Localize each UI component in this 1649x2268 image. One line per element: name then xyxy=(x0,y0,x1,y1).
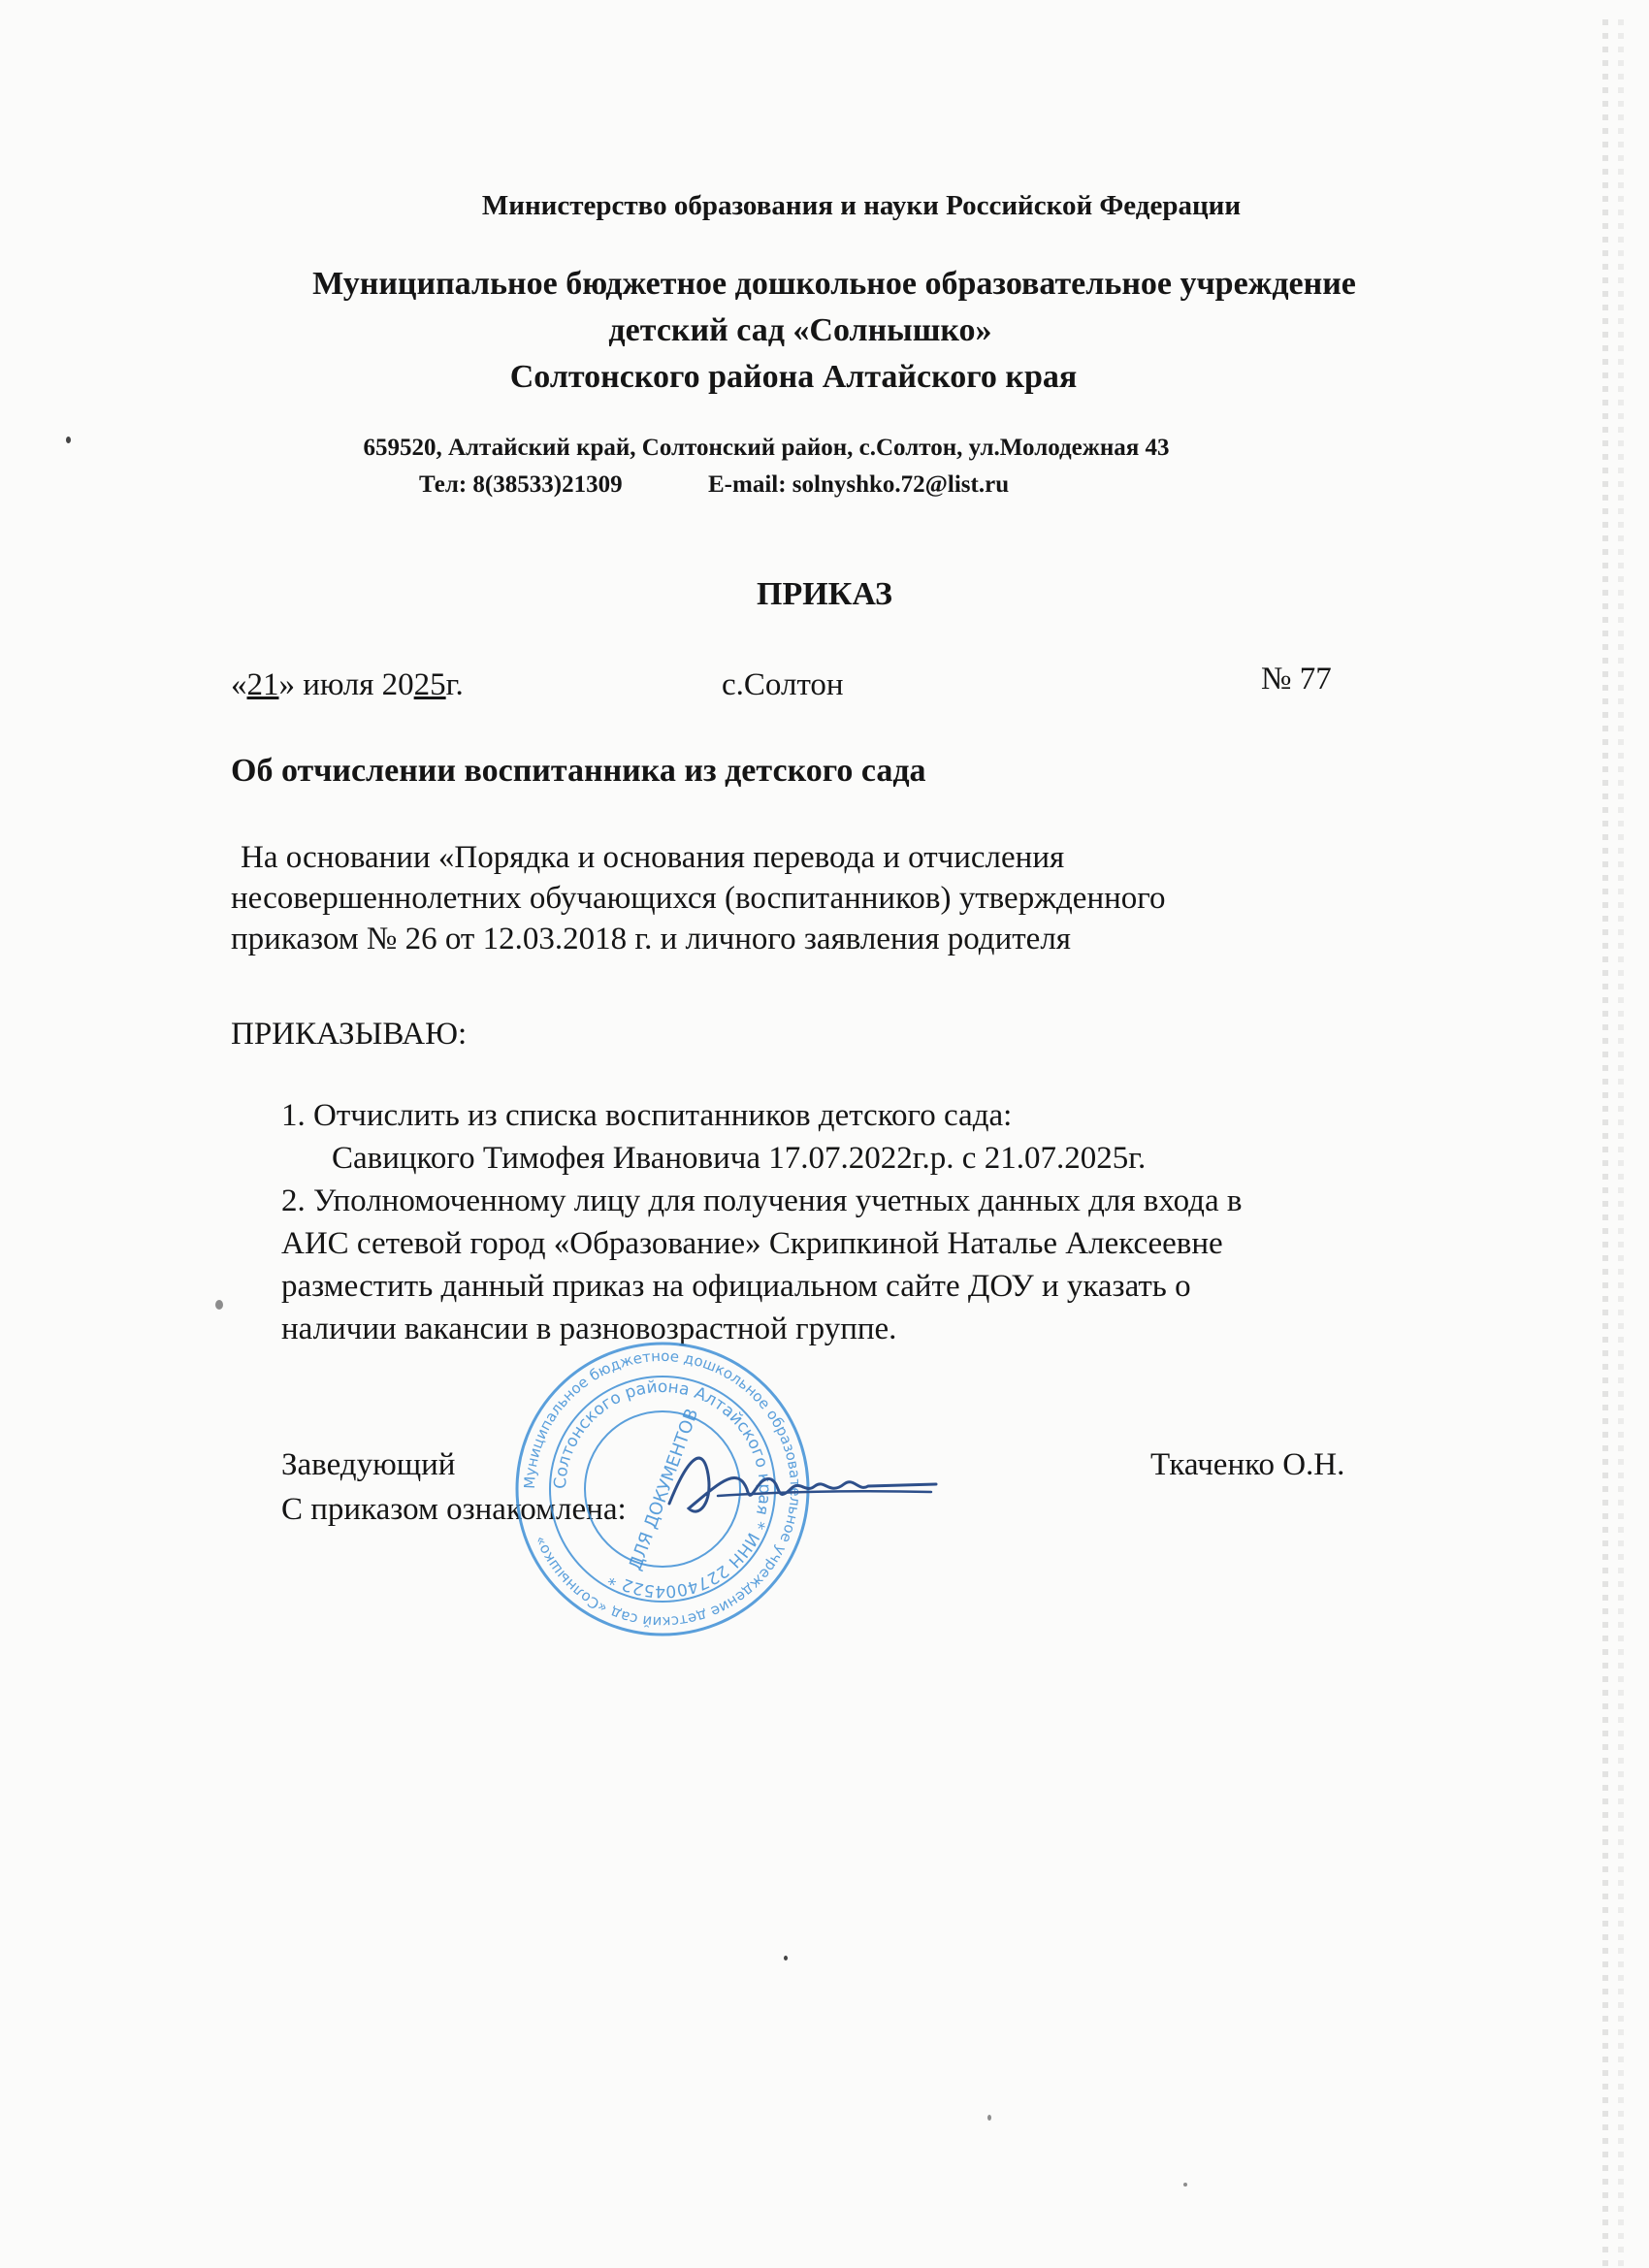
order-title: ПРИКАЗ xyxy=(757,576,892,612)
order-item-2-line3: разместить данный приказ на официальном сайте ДОУ и указать о xyxy=(281,1269,1191,1304)
order-item-2-line2: АИС сетевой город «Образование» Скрипкиной Наталье Алексеевне xyxy=(281,1226,1223,1261)
org-address: 659520, Алтайский край, Солтонский район, с.Солтон, ул.Молодежная 43 xyxy=(363,435,1170,461)
scan-speck xyxy=(1183,2183,1187,2187)
basis-line2: несовершеннолетних обучающихся (воспитанников) утвержденного xyxy=(231,881,1166,916)
ministry-header: Министерство образования и науки Российской Федерации xyxy=(481,190,1242,221)
stamp-center-text: ДЛЯ ДОКУМЕНТОВ xyxy=(625,1406,703,1573)
order-number: № 77 xyxy=(1261,662,1332,697)
order-date: «21» июля 2025г. xyxy=(231,667,464,702)
acknowledgement-line: С приказом ознакомлена: xyxy=(281,1492,627,1527)
order-item-2-line4: наличии вакансии в разновозрастной группе. xyxy=(281,1312,897,1346)
org-name-line3: Солтонского района Алтайского края xyxy=(509,359,1078,395)
order-place: с.Солтон xyxy=(722,667,844,702)
signatory-name: Ткаченко О.Н. xyxy=(1150,1447,1345,1482)
order-item-2-line1: 2. Уполномоченному лицу для получения учетных данных для входа в xyxy=(281,1183,1243,1218)
signatory-position: Заведующий xyxy=(281,1447,456,1482)
order-item-1: 1. Отчислить из списка воспитанников детского сада: xyxy=(281,1098,1013,1133)
stamp-outer-text: Муниципальное бюджетное дошкольное образовательное учреждение детский сад «Солнышко» xyxy=(520,1346,805,1632)
order-item-1-pupil: Савицкого Тимофея Ивановича 17.07.2022г.р. с 21.07.2025г. xyxy=(332,1141,1147,1176)
scan-edge-artifact xyxy=(1602,19,1608,2268)
org-email: E-mail: solnyshko.72@list.ru xyxy=(708,471,1010,498)
stamp-mid-text: Солтонского района Алтайского края * ИНН 2274004522 * xyxy=(550,1377,775,1602)
org-name-line2: детский сад «Солнышко» xyxy=(608,312,992,348)
basis-line3: приказом № 26 от 12.03.2018 г. и личного заявления родителя xyxy=(231,922,1071,956)
scan-speck xyxy=(784,1956,788,1960)
basis-line1: На основании «Порядка и основания перевода и отчисления xyxy=(241,840,1065,875)
scan-speck xyxy=(987,2115,991,2121)
scan-speck xyxy=(66,437,71,443)
scan-speck xyxy=(215,1300,223,1310)
scan-edge-artifact xyxy=(1618,19,1624,2268)
org-phone: Тел: 8(38533)21309 xyxy=(419,471,623,498)
org-name-line1: Муниципальное бюджетное дошкольное образовательное учреждение xyxy=(312,266,1356,302)
decree-heading: ПРИКАЗЫВАЮ: xyxy=(231,1017,468,1052)
handwritten-signature xyxy=(660,1436,941,1542)
order-subject: Об отчислении воспитанника из детского сада xyxy=(231,753,926,789)
